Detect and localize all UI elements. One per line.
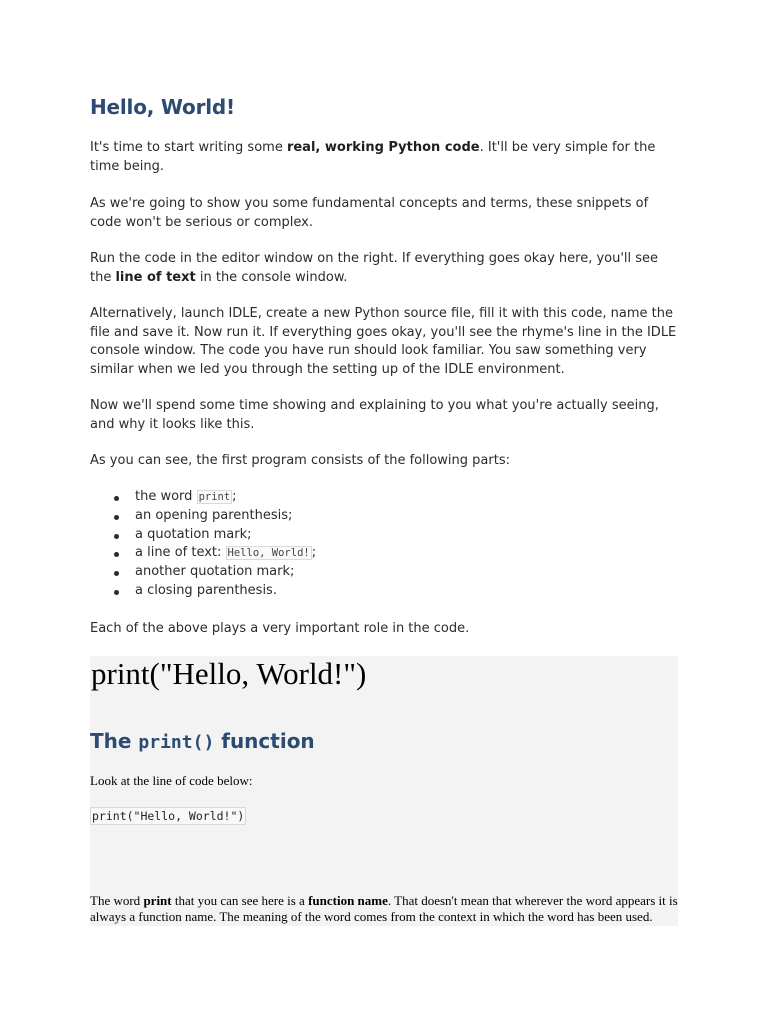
run-text: Run the code in the editor window on the right. If everything goes okay here, you'll see the: [90, 251, 659, 285]
fn-text-e: . That doesn't mean that wherever the word appears it is always a function name. The meaning of the word comes from the context in which the word has been used.: [90, 893, 678, 924]
list-item-text: a line of text:: [135, 545, 226, 561]
list-item-text: another quotation mark;: [135, 564, 295, 580]
concepts-paragraph: As we're going to show you some fundamental concepts and terms, these snippets of code won't be serious or complex.: [90, 196, 649, 230]
page-title: Hello, World!: [90, 95, 235, 119]
bullet-icon: [114, 534, 119, 539]
list-item-suffix: ;: [311, 545, 317, 561]
intro-bold: real, working Python code: [286, 140, 480, 155]
intro-text: It's time to start writing some: [90, 140, 287, 155]
bullet-icon: [114, 571, 119, 576]
list-item: [90, 563, 650, 582]
run-text-end: in the console window.: [195, 269, 348, 285]
list-item-suffix: ;: [232, 489, 237, 504]
list-item: [90, 507, 650, 526]
idle-paragraph: Alternatively, launch IDLE, create a new Python source file, fill it with this code, name the file and save it. Now run it. If everything goes okay, you'll see the rhyme's line in the IDLE console window. The code you have run should look familiar. You saw something very similar when we led you through the setting up of the IDLE environment.: [90, 306, 677, 377]
fn-bold-print: print: [143, 893, 172, 908]
list-item: [90, 544, 650, 563]
list-item-text: the word: [135, 489, 197, 504]
fn-text-c: that you can see here is a: [171, 893, 309, 908]
parts-list: [90, 488, 650, 601]
code-section-background: [90, 656, 678, 926]
list-item: [90, 582, 650, 601]
bullet-icon: [114, 552, 119, 557]
section-heading: [90, 727, 315, 757]
section-heading-pre: The: [90, 729, 139, 753]
run-paragraph: [90, 250, 678, 287]
parts-intro-paragraph: As you can see, the first program consists of the following parts:: [90, 453, 510, 468]
role-paragraph: Each of the above plays a very important role in the code.: [90, 621, 470, 636]
bullet-icon: [114, 515, 119, 520]
list-item: [90, 526, 650, 545]
inline-code: print: [198, 491, 231, 503]
list-item-text: a quotation mark;: [135, 526, 252, 542]
intro-text-end: . It'll be very simple for the time being.: [90, 140, 656, 174]
function-name-paragraph: [90, 893, 680, 925]
code-snippet: print("Hello, World!"): [92, 809, 245, 823]
intro-paragraph: [90, 139, 678, 176]
list-item: [90, 488, 650, 507]
inline-code: Hello, World!: [227, 547, 310, 560]
section-heading-post: function: [214, 729, 315, 753]
bullet-icon: [114, 590, 119, 595]
list-item-text: an opening parenthesis;: [135, 507, 293, 523]
explain-paragraph: Now we'll spend some time showing and explaining to you what you're actually seeing, and why it looks like this.: [90, 398, 659, 432]
fn-bold-name: function name: [308, 893, 388, 908]
bullet-icon: [114, 496, 119, 501]
big-code-heading: print("Hello, World!"): [91, 656, 367, 691]
run-bold: line of text: [115, 269, 196, 285]
list-item-text: a closing parenthesis.: [135, 582, 277, 598]
fn-text-a: The word: [90, 893, 144, 908]
section-heading-code: print(): [138, 732, 215, 753]
look-paragraph: Look at the line of code below:: [90, 773, 253, 788]
